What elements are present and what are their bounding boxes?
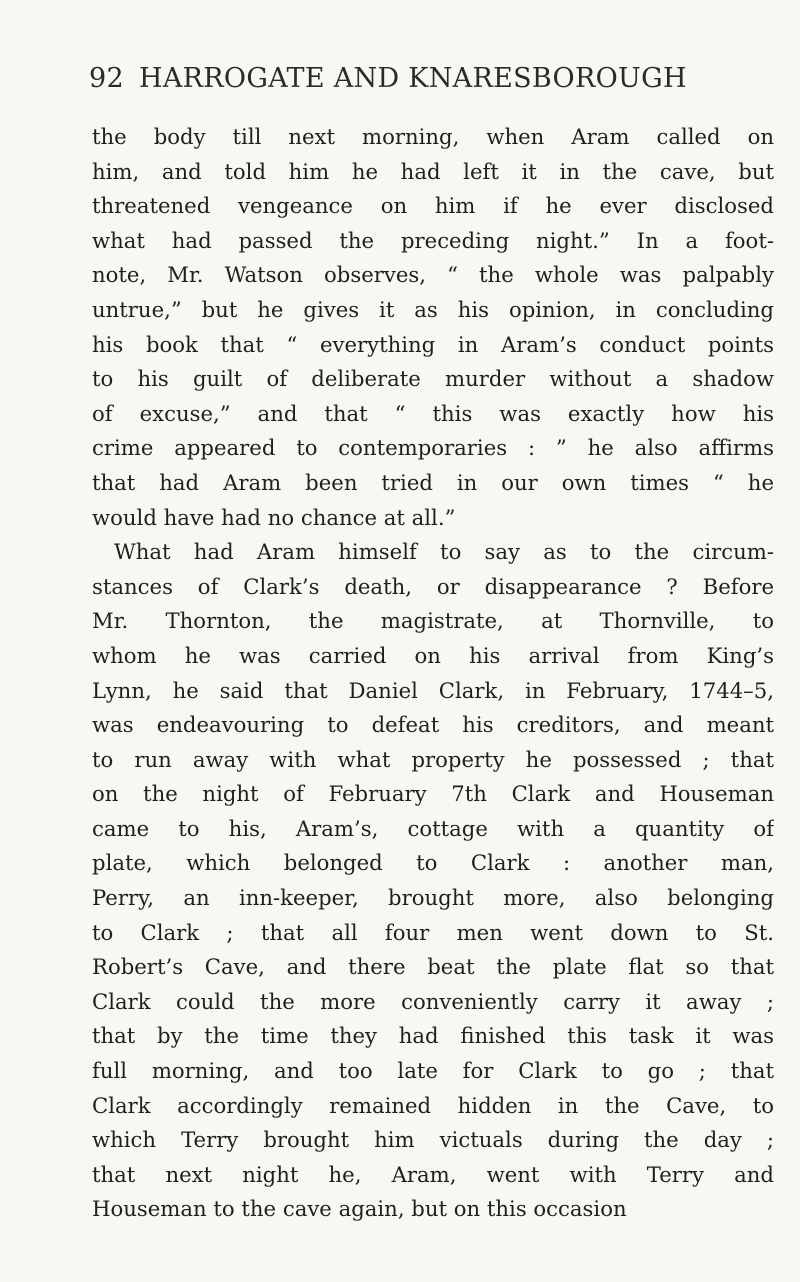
text-line: to run away with what property he possessed ; that: [92, 746, 774, 772]
text-line: of excuse,” and that “ this was exactly how his: [92, 400, 774, 426]
text-line: to Clark ; that all four men went down to St.: [92, 919, 774, 945]
text-line: came to his, Aram’s, cottage with a quantity of: [92, 815, 774, 841]
text-line: threatened vengeance on him if he ever disclosed: [92, 193, 774, 219]
text-line: his book that “ everything in Aram’s conduct points: [92, 331, 774, 357]
text-line: whom he was carried on his arrival from King’s: [92, 642, 774, 668]
text-line: note, Mr. Watson observes, “ the whole was palpably: [92, 262, 774, 288]
running-head: [89, 63, 769, 103]
text-line: to his guilt of deliberate murder without a shadow: [92, 366, 774, 392]
text-line: that by the time they had finished this task it was: [92, 1023, 774, 1049]
body-text: [92, 120, 774, 1227]
text-line: full morning, and too late for Clark to go ; that: [92, 1058, 774, 1084]
text-line: on the night of February 7th Clark and Houseman: [92, 781, 774, 807]
text-line: crime appeared to contemporaries : ” he also affirms: [92, 435, 774, 461]
text-line: Clark could the more conveniently carry it away ;: [92, 988, 774, 1014]
running-head-title: HARROGATE AND KNARESBOROUGH: [139, 63, 687, 94]
page-number: 92: [89, 63, 124, 94]
text-line: plate, which belonged to Clark : another man,: [92, 850, 774, 876]
text-line: Lynn, he said that Daniel Clark, in February, 1744–5,: [92, 677, 774, 703]
text-line: stances of Clark’s death, or disappearance ? Before: [92, 573, 774, 599]
text-line: what had passed the preceding night.” In a foot-: [92, 227, 774, 253]
text-line: Clark accordingly remained hidden in the Cave, to: [92, 1092, 774, 1118]
text-line: Robert’s Cave, and there beat the plate flat so that: [92, 954, 774, 980]
text-line: would have had no chance at all.”: [92, 504, 456, 530]
text-line: the body till next morning, when Aram called on: [92, 124, 774, 149]
text-line: him, and told him he had left it in the cave, but: [92, 158, 774, 184]
text-line: which Terry brought him victuals during the day ;: [92, 1127, 774, 1153]
text-line: Perry, an inn-keeper, brought more, also belonging: [92, 885, 774, 911]
text-line: What had Aram himself to say as to the circum-: [114, 539, 774, 565]
text-line: that next night he, Aram, went with Terry and: [92, 1161, 774, 1187]
text-line: Houseman to the cave again, but on this occasion: [92, 1196, 627, 1222]
text-line: Mr. Thornton, the magistrate, at Thornville, to: [92, 608, 774, 634]
text-line: that had Aram been tried in our own times “ he: [92, 469, 774, 495]
text-line: untrue,” but he gives it as his opinion, in concluding: [92, 296, 774, 322]
text-line: was endeavouring to defeat his creditors, and meant: [92, 712, 774, 738]
